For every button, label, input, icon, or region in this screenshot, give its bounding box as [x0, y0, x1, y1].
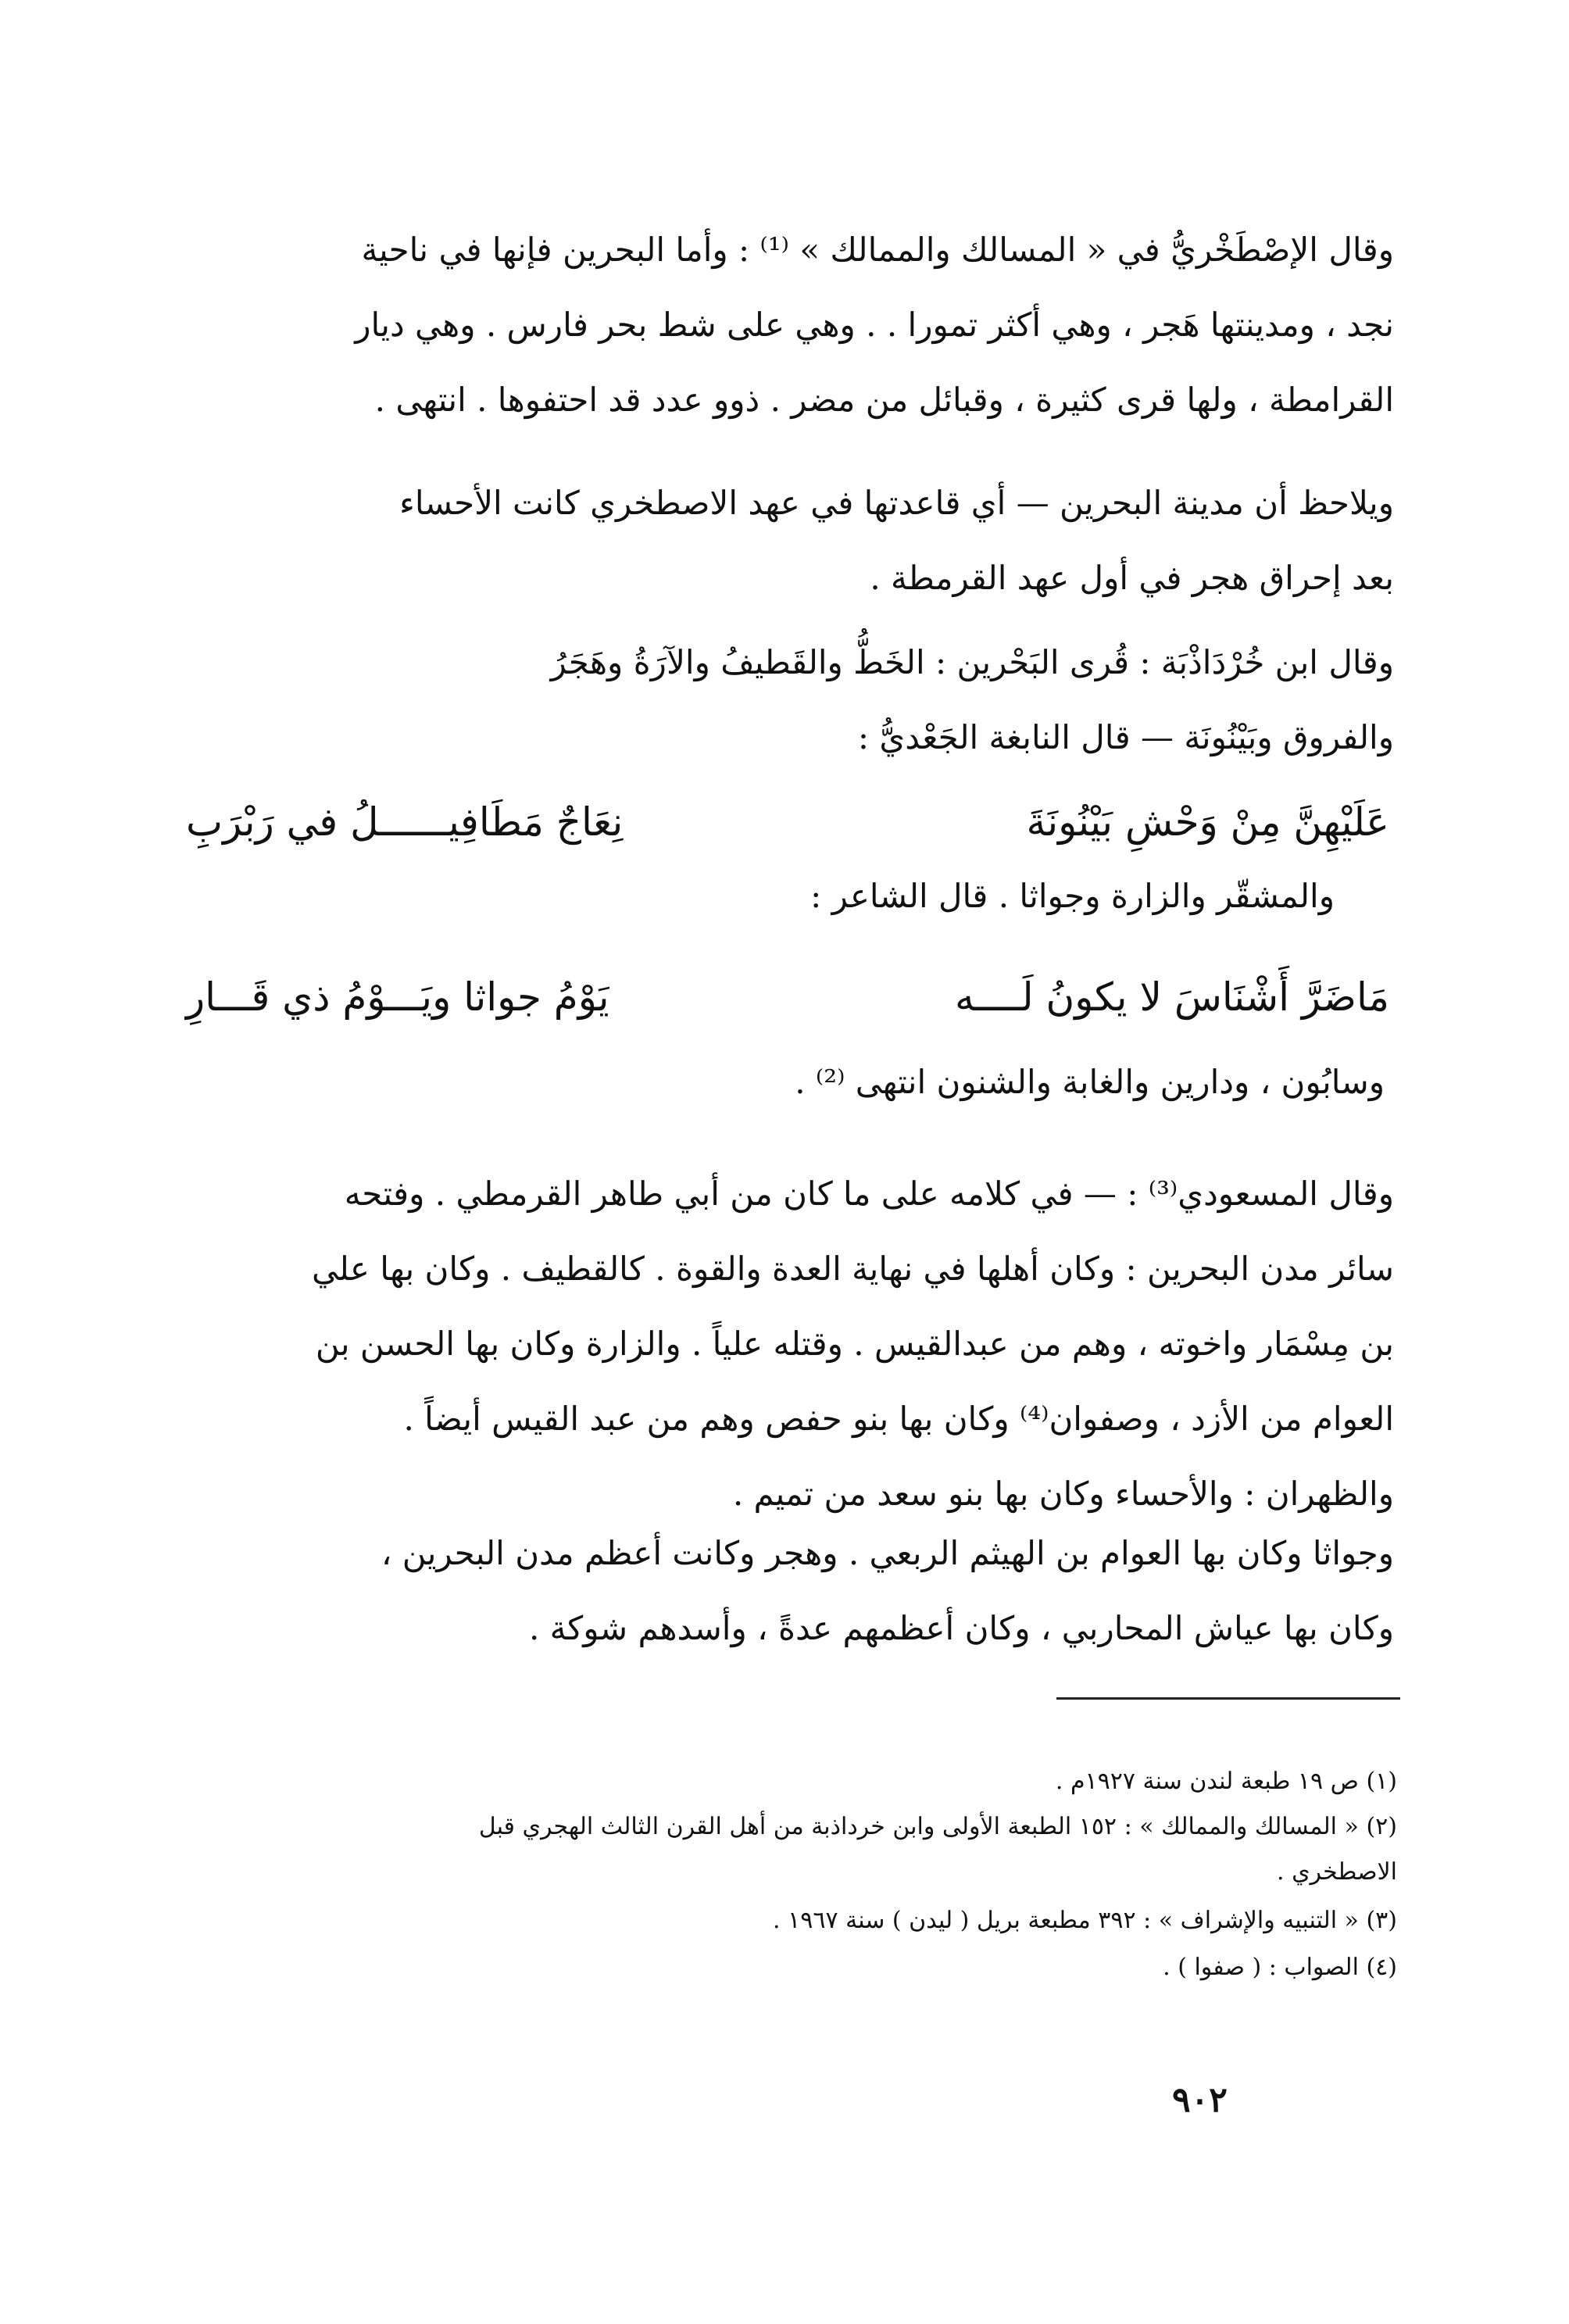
text-line: بن مِسْمَار واخوته ، وهم من عبدالقيس . وقتله علياً . والزارة وكان بها الحسن بن: [315, 1325, 1394, 1363]
poem-verse-2: [186, 960, 1389, 1035]
text-line: وقال ابن خُرْدَاذْبَة : قُرى البَحْرين : الخَطُّ والقَطيفُ والآرَةُ وهَجَرُ: [550, 643, 1394, 681]
text-line: وجواثا وكان بها العوام بن الهيثم الربعي . وهجر وكانت أعظم مدن البحرين ،: [381, 1534, 1394, 1572]
text-line: وقال المسعودي⁽³⁾ : — في كلامه على ما كان من أبي طاهر القرمطي . وفتحه: [344, 1175, 1394, 1213]
footnote-1: (١) ص ١٩ طبعة لندن سنة ١٩٢٧م .: [1055, 1768, 1397, 1795]
paragraph-ibn-khurdadhbeh: [191, 625, 1394, 775]
text-line: والمشقّر والزارة وجواثا . قال الشاعر :: [810, 877, 1335, 915]
text-line: ويلاحظ أن مدينة البحرين — أي قاعدتها في عهد الاصطخري كانت الأحساء: [399, 484, 1394, 522]
footnote-4: (٤) الصواب : ( صفوا ) .: [1163, 1954, 1397, 1981]
text-line: وسابُون ، ودارين والغابة والشنون انتهى ⁽²⁾ .: [795, 1063, 1385, 1101]
poem-verse-1: [186, 785, 1389, 860]
paragraph-masudi: [191, 1157, 1394, 1532]
text-line: العوام من الأزد ، وصفوان⁽⁴⁾ وكان بها بنو حفص وهم من عبد القيس أيضاً .: [403, 1400, 1394, 1438]
footnote-2-continued: الاصطخري .: [1277, 1858, 1397, 1886]
verse-hemistich-second: يَوْمُ جواثا ويَـــوْمُ ذي قَـــارِ: [186, 974, 609, 1020]
text-line: نجد ، ومدينتها هَجر ، وهي أكثر تمورا . . وهي على شط بحر فارس . وهي ديار: [355, 306, 1394, 344]
text-line: والفروق وبَيْنُونَة — قال النابغة الجَعْديُّ :: [857, 718, 1394, 756]
verse-hemistich-second: نِعَاجٌ مَطَافِيــــــلُ في رَبْرَبِ: [186, 799, 624, 845]
paragraph-jawatha: [191, 1516, 1394, 1666]
footnote-3: (٣) « التنبيه والإشراف » : ٣٩٢ مطبعة بريل ( ليدن ) سنة ١٩٦٧ .: [773, 1907, 1397, 1934]
footnote-divider: [1056, 1697, 1400, 1700]
text-line: وقال الإصْطَخْريُّ في « المسالك والممالك » ⁽¹⁾ : وأما البحرين فإنها في ناحية: [361, 231, 1394, 269]
text-line: والظهران : والأحساء وكان بها بنو سعد من تميم .: [732, 1475, 1394, 1513]
page-number: ٩٠٢: [1172, 2080, 1228, 2120]
text-line: القرامطة ، ولها قرى كثيرة ، وقبائل من مضر . ذوو عدد قد احتفوها . انتهى .: [374, 381, 1394, 419]
text-line: سائر مدن البحرين : وكان أهلها في نهاية العدة والقوة . كالقطيف . وكان بها علي: [311, 1250, 1394, 1288]
verse-hemistich-first: مَاضَرَّ أَشْنَاسَ لا يكونُ لَــــه: [954, 974, 1389, 1020]
footnote-2: (٢) « المسالك والممالك » : ١٥٢ الطبعة الأولى وابن خرداذبة من أهل القرن الثالث الهجري قبل: [478, 1813, 1397, 1840]
text-line: وكان بها عياش المحاربي ، وكان أعظمهم عدةً ، وأسدهم شوكة .: [528, 1609, 1394, 1647]
paragraph-istakhri: [191, 213, 1394, 438]
verse-hemistich-first: عَلَيْهِنَّ مِنْ وَحْشِ بَيْنُونَةَ: [1026, 799, 1389, 845]
paragraph-note: [191, 466, 1394, 616]
text-line: بعد إحراق هجر في أول عهد القرمطة .: [870, 559, 1394, 597]
